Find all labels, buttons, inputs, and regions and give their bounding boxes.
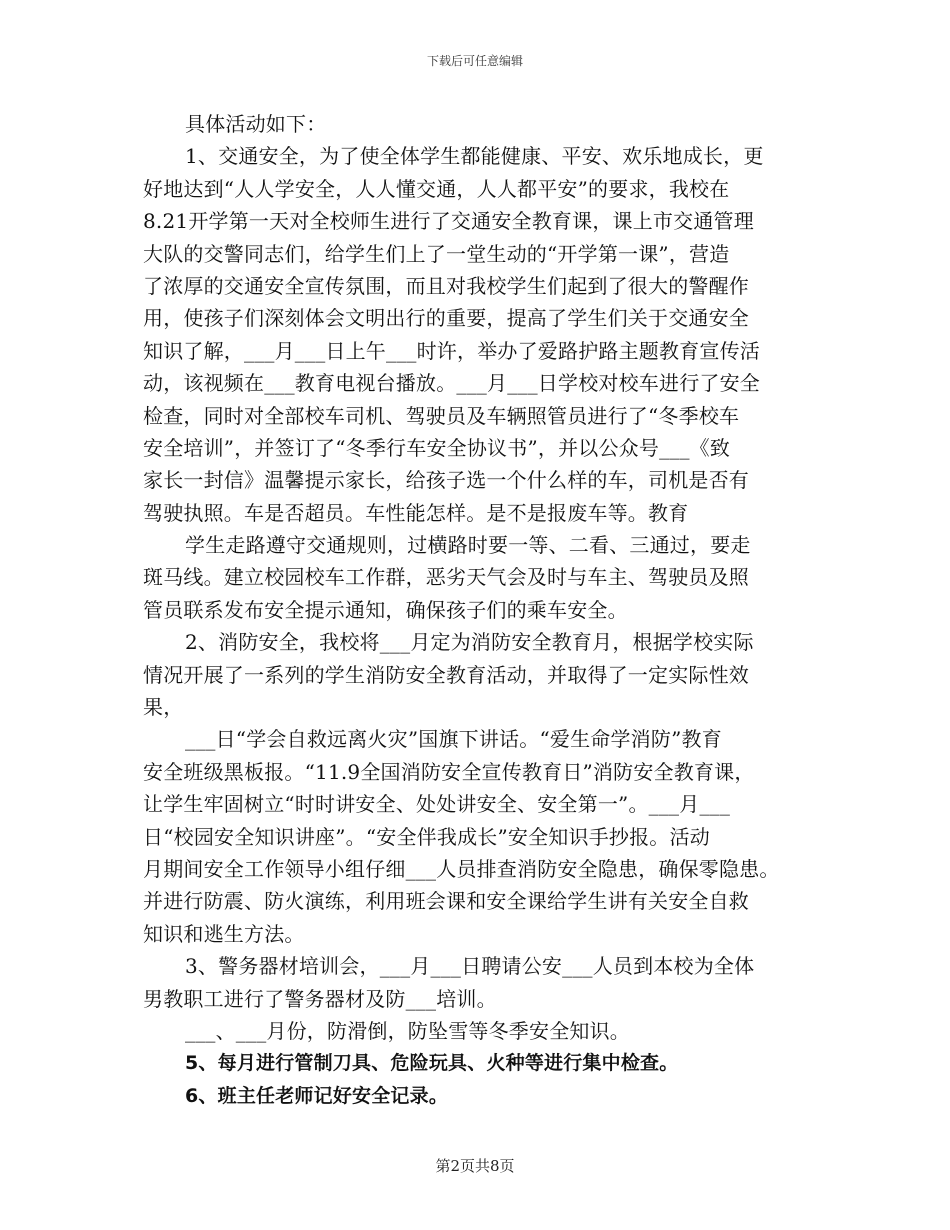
text-line: 情况开展了一系列的学生消防安全教育活动，并取得了一定实际性效: [143, 662, 749, 687]
text-line: 果，: [143, 695, 184, 720]
text-line: 具体活动如下：: [185, 112, 327, 136]
text-line: 检查，同时对全部校车司机、驾驶员及车辆照管员进行了“冬季校车: [143, 403, 740, 428]
text-line: 日“校园安全知识讲座”。“安全伴我成长”安全知识手抄报。活动: [143, 824, 710, 849]
text-line: 6、班主任老师记好安全记录。: [185, 1084, 449, 1107]
text-line: 用，使孩子们深刻体会文明出行的重要，提高了学生们关于交通安全: [143, 306, 749, 331]
document-body: [143, 108, 823, 1112]
text-line: 安全培训”，并签订了“冬季行车安全协议书”，并以公众号___《致: [143, 435, 731, 460]
text-line: 3、警务器材培训会，___月___日聘请公安___人员到本校为全体: [185, 954, 755, 979]
text-line: 1、交通安全，为了使全体学生都能健康、平安、欢乐地成长，更: [185, 144, 764, 169]
text-line: 男教职工进行了警务器材及防___培训。: [143, 986, 497, 1011]
text-line: ___、___月份，防滑倒，防坠雪等冬季安全知识。: [185, 1018, 630, 1043]
text-line: 5、每月进行管制刀具、危险玩具、火种等进行集中检查。: [185, 1052, 679, 1075]
text-line: 学生走路遵守交通规则，过横路时要一等、二看、三通过，要走: [185, 533, 751, 558]
text-line: 好地达到“人人学安全，人人懂交通，人人都平安”的要求，我校在: [143, 176, 730, 201]
page-footer: 第2页共8页: [435, 1157, 515, 1175]
text-line: 安全班级黑板报。“11.9全国消防安全宣传教育日”消防安全教育课，: [143, 759, 755, 784]
text-line: 知识和逃生方法。: [143, 921, 305, 946]
text-line: ___日“学会自救远离火灾”国旗下讲话。“爱生命学消防”教育: [185, 727, 722, 752]
text-line: 斑马线。建立校园校车工作群，恶劣天气会及时与车主、驾驶员及照: [143, 565, 749, 590]
text-line: 动，该视频在___教育电视台播放。___月___日学校对校车进行了安全: [143, 371, 760, 396]
text-line: 并进行防震、防火演练，利用班会课和安全课给学生讲有关安全自救: [143, 889, 749, 914]
text-line: 月期间安全工作领导小组仔细___人员排查消防安全隐患，确保零隐患。: [143, 856, 780, 881]
text-line: 驾驶执照。车是否超员。车性能怎样。是不是报废车等。教育: [143, 500, 689, 525]
page-header: 下载后可任意编辑: [426, 54, 523, 68]
text-line: 8.21开学第一天对全校师生进行了交通安全教育课，课上市交通管理: [143, 209, 754, 234]
text-line: 让学生牢固树立“时时讲安全、处处讲安全、安全第一”。___月___: [143, 792, 731, 817]
text-line: 2、消防安全，我校将___月定为消防安全教育月，根据学校实际: [185, 630, 754, 655]
text-line: 知识了解，___月___日上午___时许，举办了爱路护路主题教育宣传活: [143, 338, 760, 363]
text-line: 了浓厚的交通安全宣传氛围，而且对我校学生们起到了很大的警醒作: [143, 273, 749, 298]
text-line: 管员联系发布安全提示通知，确保孩子们的乘车安全。: [143, 597, 628, 622]
text-line: 大队的交警同志们，给学生们上了一堂生动的“开学第一课”，营造: [143, 241, 730, 266]
text-line: 家长一封信》温馨提示家长，给孩子选一个什么样的车，司机是否有: [143, 468, 749, 493]
